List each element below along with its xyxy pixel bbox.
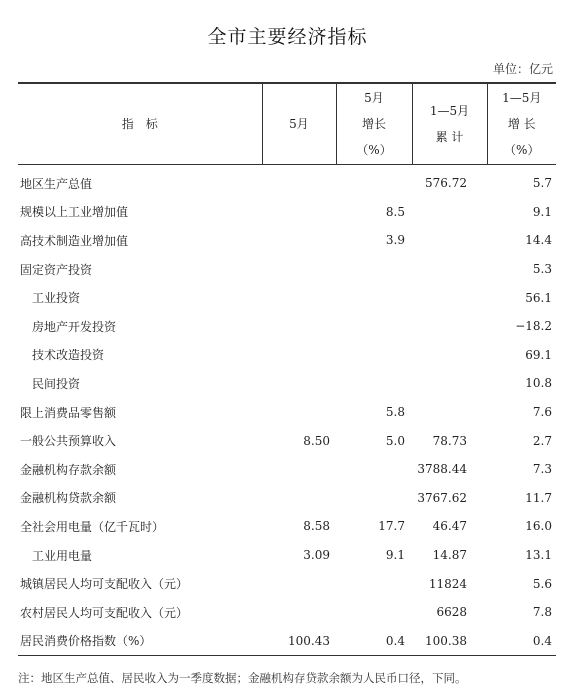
- cell-may-growth: 17.7: [378, 519, 405, 534]
- cell-indicator: 高技术制造业增加值: [20, 233, 129, 248]
- cell-jan-may-cumulative: 46.47: [432, 519, 467, 534]
- cell-indicator: 民间投资: [32, 376, 81, 391]
- table-row: [18, 569, 556, 598]
- cell-may: [262, 198, 336, 227]
- cell-indicator: 地区生产总值: [20, 176, 93, 191]
- cell-may: 100.43: [262, 627, 336, 656]
- indicators-table-container: [18, 82, 556, 656]
- unit-label: 单位：亿元: [492, 62, 553, 76]
- cell-jan-may-cumulative: 100.38: [412, 627, 487, 656]
- cell-jan-may-cumulative: [412, 255, 487, 284]
- header-jan-may-cumulative: 1—5月 累 计: [412, 83, 487, 165]
- cell-jan-may-cumulative: 576.72: [425, 176, 467, 191]
- cell-indicator: 工业用电量: [32, 548, 93, 563]
- cell-jan-may-growth: 16.0: [525, 519, 552, 534]
- cell-indicator: 居民消费价格指数（%）: [18, 627, 262, 656]
- cell-may-growth: 0.4: [336, 627, 412, 656]
- page-title: 全市主要经济指标: [207, 26, 368, 48]
- table-row: [18, 426, 556, 455]
- indicators-table: [18, 82, 556, 656]
- table-header: [18, 83, 556, 165]
- cell-jan-may-cumulative: 78.73: [432, 433, 467, 448]
- cell-may: [262, 165, 336, 198]
- table-row: [18, 398, 556, 427]
- cell-indicator: 城镇居民人均可支配收入（元）: [20, 577, 189, 592]
- header-indicator: 指 标: [18, 83, 262, 165]
- header-may: 5月: [262, 83, 336, 165]
- cell-indicator: 工业投资: [32, 291, 81, 306]
- cell-jan-may-cumulative: 3767.62: [417, 490, 467, 505]
- table-body: [18, 165, 556, 656]
- table-row: [18, 541, 556, 570]
- cell-indicator: 固定资产投资: [20, 262, 93, 277]
- cell-jan-may-growth: 5.3: [532, 262, 552, 277]
- cell-may: [262, 283, 336, 312]
- cell-jan-may-cumulative: [412, 398, 487, 427]
- cell-jan-may-growth: 7.8: [532, 605, 552, 620]
- cell-may-growth: [336, 255, 412, 284]
- cell-indicator: 规模以上工业增加值: [20, 205, 129, 220]
- cell-jan-may-growth: 9.1: [532, 204, 552, 219]
- cell-jan-may-growth: 7.6: [532, 405, 552, 420]
- cell-jan-may-cumulative: [412, 283, 487, 312]
- cell-may: [262, 312, 336, 341]
- cell-may: [262, 341, 336, 370]
- table-row: [18, 512, 556, 541]
- cell-may-growth: [336, 569, 412, 598]
- cell-indicator: 技术改造投资: [32, 348, 105, 363]
- cell-jan-may-growth: 14.4: [525, 233, 552, 248]
- cell-may-growth: [336, 455, 412, 484]
- table-row: [18, 369, 556, 398]
- cell-indicator: 金融机构存款余额: [20, 462, 117, 477]
- cell-jan-may-cumulative: [412, 198, 487, 227]
- table-row: [18, 455, 556, 484]
- cell-may-growth: 9.1: [385, 548, 405, 563]
- cell-may-growth: [336, 283, 412, 312]
- table-row: [18, 165, 556, 198]
- table-row: [18, 598, 556, 627]
- cell-indicator: 房地产开发投资: [32, 319, 117, 334]
- cell-may: [262, 398, 336, 427]
- cell-indicator: 限上消费品零售额: [20, 405, 117, 420]
- table-row: [18, 341, 556, 370]
- table-row: [18, 484, 556, 513]
- header-may-growth: 5月 增长 （%）: [336, 83, 412, 165]
- header-jan-may-growth: 1—5月 增 长 （%）: [487, 83, 556, 165]
- cell-may: [262, 226, 336, 255]
- cell-jan-may-growth: −18.2: [515, 319, 552, 334]
- cell-jan-may-growth: 10.8: [525, 376, 552, 391]
- table-row: [18, 255, 556, 284]
- cell-jan-may-cumulative: 6628: [436, 605, 467, 620]
- cell-may: 8.58: [303, 519, 330, 534]
- cell-may-growth: 8.5: [385, 204, 405, 219]
- footnote: 注：地区生产总值、居民收入为一季度数据；金融机构存贷款余额为人民币口径，下同。: [18, 671, 467, 685]
- cell-may: [262, 569, 336, 598]
- cell-indicator: 一般公共预算收入: [20, 434, 117, 449]
- cell-may: [262, 484, 336, 513]
- cell-may-growth: 3.9: [385, 233, 405, 248]
- cell-jan-may-growth: 0.4: [487, 627, 556, 656]
- cell-jan-may-growth: 2.7: [532, 433, 552, 448]
- table-row: [18, 198, 556, 227]
- cell-may-growth: [336, 312, 412, 341]
- cell-jan-may-growth: 56.1: [525, 290, 552, 305]
- cell-jan-may-growth: 7.3: [532, 462, 552, 477]
- cell-may-growth: [336, 598, 412, 627]
- cell-jan-may-cumulative: 11824: [428, 576, 467, 591]
- table-row: [18, 627, 556, 656]
- cell-jan-may-cumulative: [412, 341, 487, 370]
- cell-may: [262, 255, 336, 284]
- cell-may-growth: [336, 165, 412, 198]
- cell-jan-may-cumulative: 3788.44: [417, 462, 467, 477]
- cell-indicator: 全社会用电量（亿千瓦时）: [20, 519, 165, 534]
- cell-jan-may-cumulative: [412, 369, 487, 398]
- cell-may: [262, 598, 336, 627]
- cell-may: 8.50: [303, 433, 330, 448]
- cell-jan-may-cumulative: [412, 312, 487, 341]
- table-row: [18, 226, 556, 255]
- cell-indicator: 金融机构贷款余额: [20, 491, 117, 506]
- cell-may-growth: [336, 369, 412, 398]
- cell-may: 3.09: [303, 548, 330, 563]
- table-row: [18, 283, 556, 312]
- cell-may-growth: [336, 341, 412, 370]
- cell-jan-may-growth: 13.1: [525, 548, 552, 563]
- cell-jan-may-growth: 11.7: [525, 490, 552, 505]
- cell-may: [262, 369, 336, 398]
- cell-may-growth: [336, 484, 412, 513]
- cell-jan-may-cumulative: [412, 226, 487, 255]
- cell-jan-may-growth: 5.7: [532, 176, 552, 191]
- cell-may: [262, 455, 336, 484]
- cell-may-growth: 5.8: [385, 405, 405, 420]
- cell-may-growth: 5.0: [385, 433, 405, 448]
- cell-jan-may-growth: 69.1: [525, 347, 552, 362]
- cell-jan-may-cumulative: 14.87: [432, 548, 467, 563]
- cell-indicator: 农村居民人均可支配收入（元）: [20, 605, 189, 620]
- table-row: [18, 312, 556, 341]
- cell-jan-may-growth: 5.6: [532, 576, 552, 591]
